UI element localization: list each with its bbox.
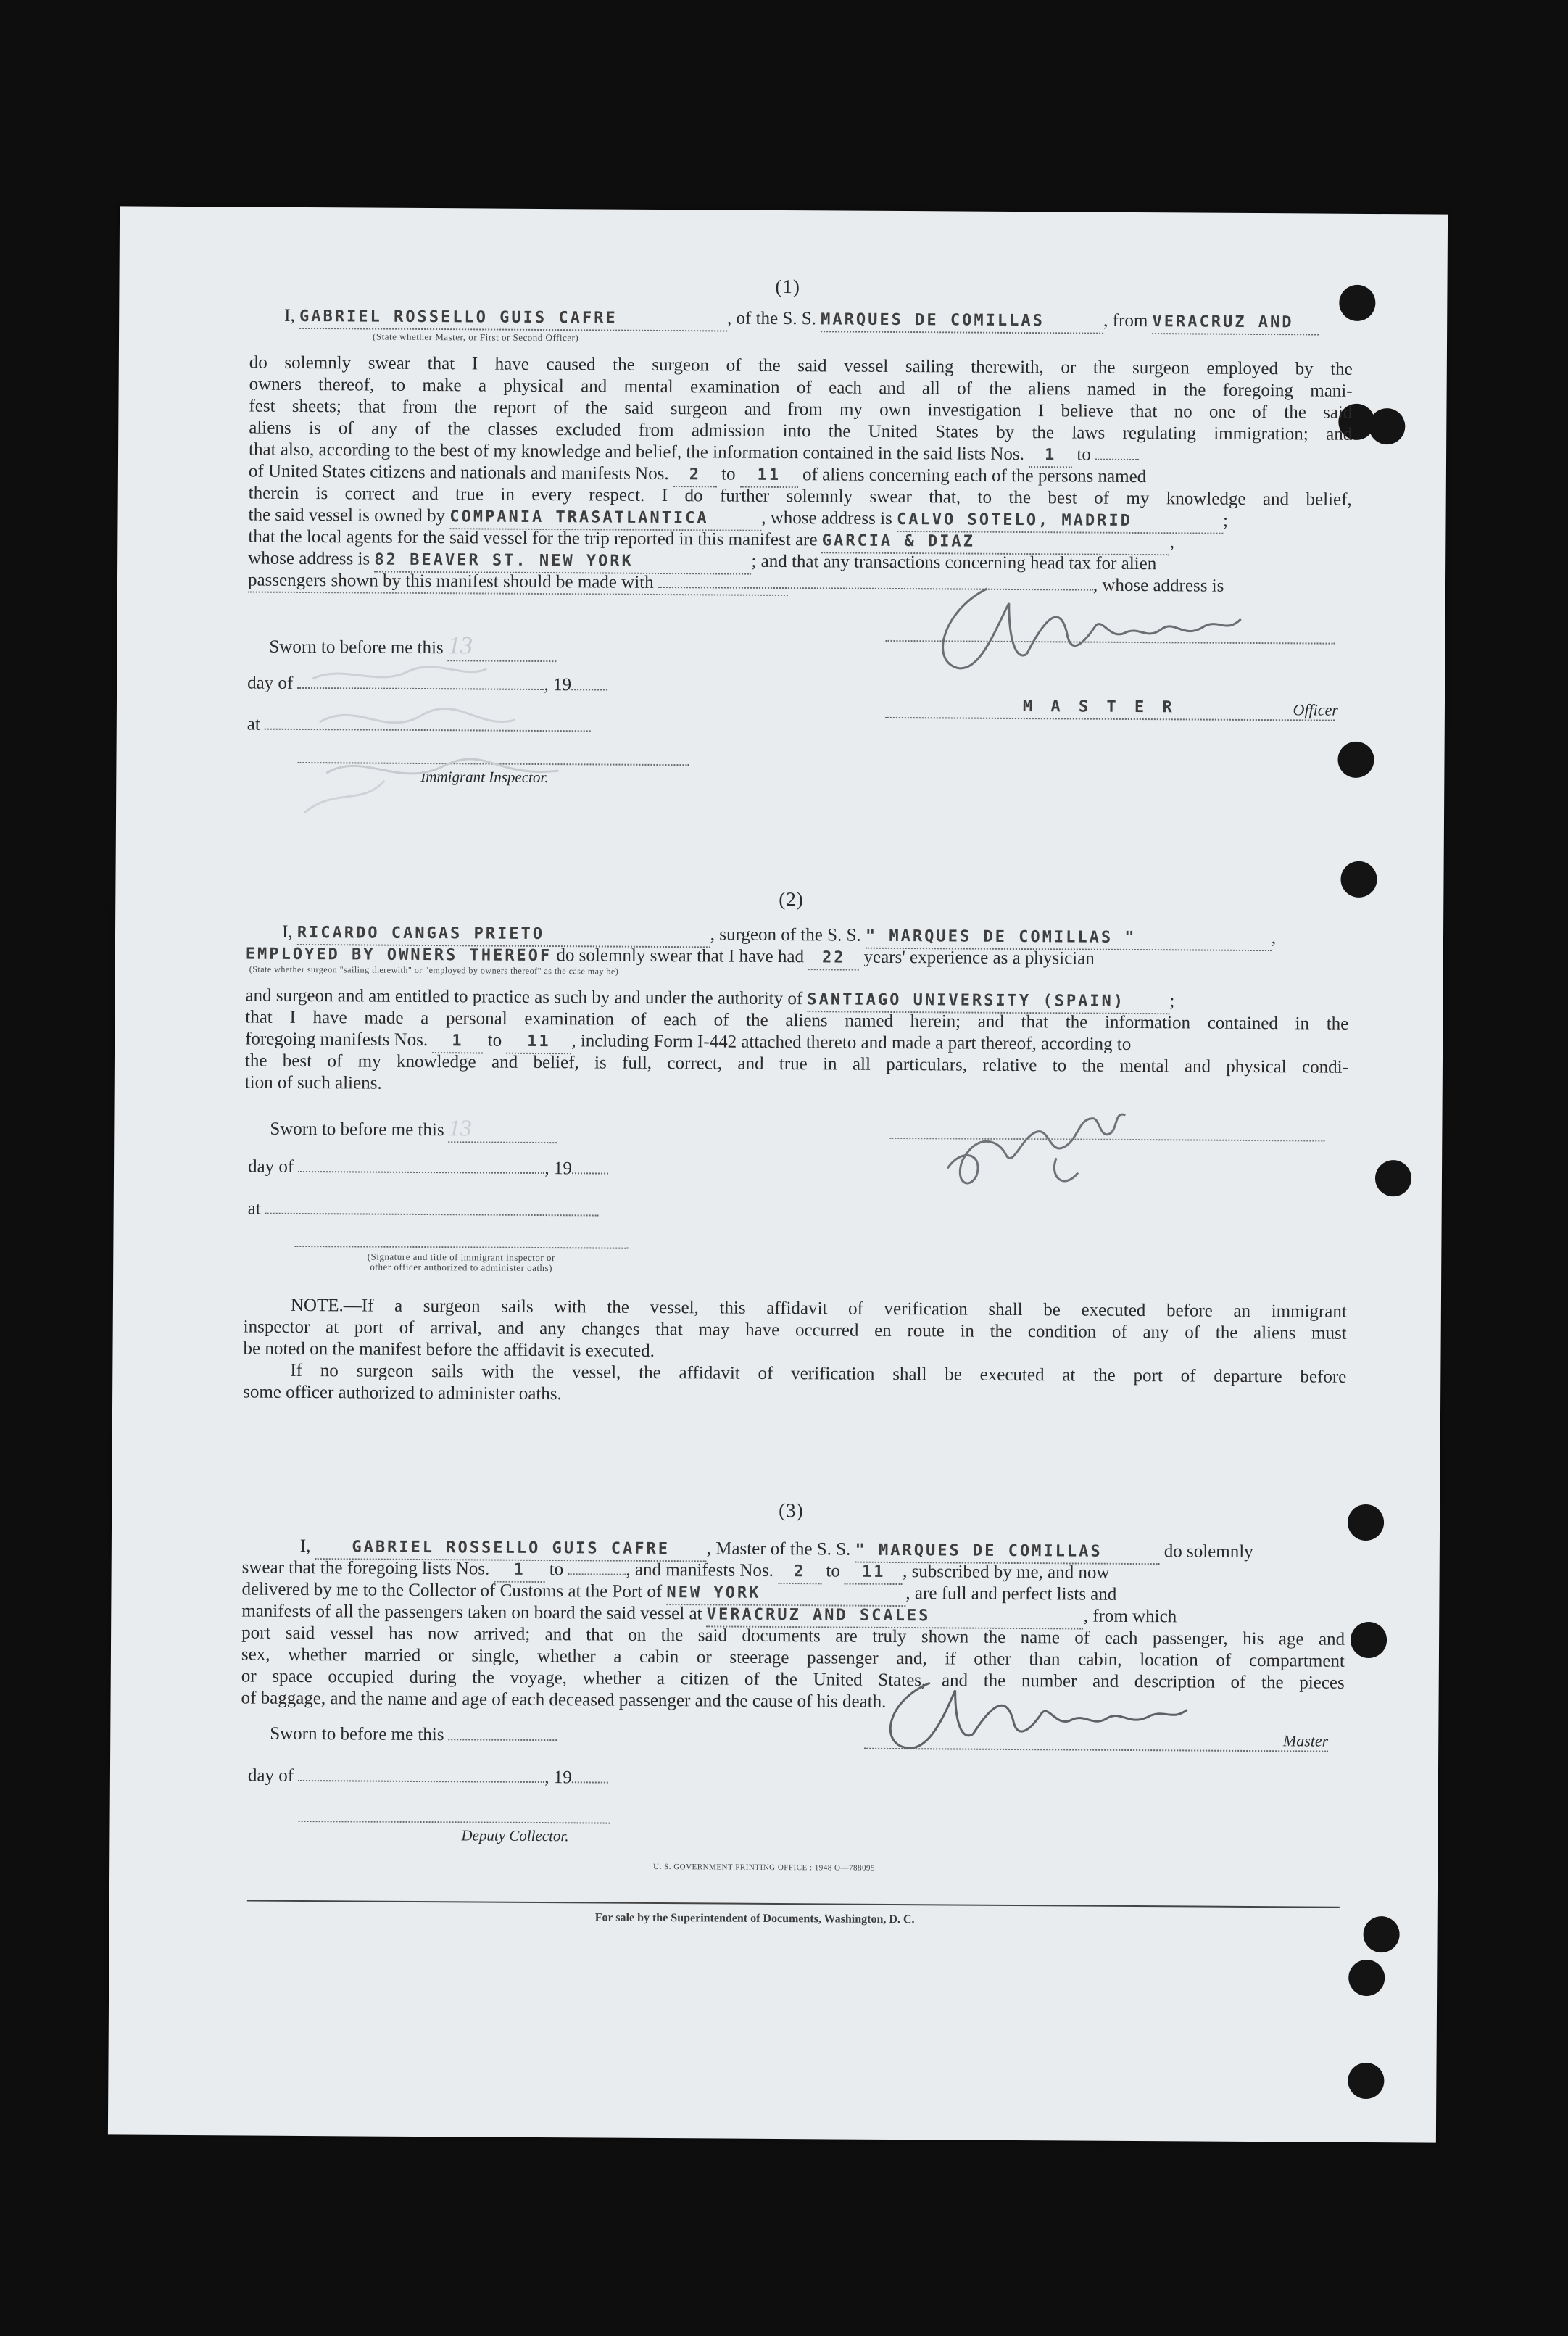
- note-line: If no surgeon sails with the vessel, the affidavit of verification shall be executed at the port of departure before: [290, 1360, 1347, 1387]
- section-3-master-line: I, GABRIEL ROSSELLO GUIS CAFRE , Master of the S. S. " MARQUES DE COMILLAS do solemnly: [300, 1536, 1345, 1566]
- owner-line: the said vessel is owned by COMPANIA TRASATLANTICA , whose address is CALVO SOTELO, MADRID ;: [248, 505, 1351, 535]
- section-3-from-line: manifests of all the passengers taken on board the said vessel at VERACRUZ AND SCALES , from which: [241, 1600, 1345, 1631]
- employment: EMPLOYED BY OWNERS THEREOF: [245, 945, 552, 966]
- section-3-manifests-to: 11: [845, 1562, 903, 1585]
- section-1-line: of United States citizens and nationals and manifests Nos.: [248, 461, 669, 484]
- punch-hole: [1369, 408, 1405, 444]
- authority: SANTIAGO UNIVERSITY (SPAIN): [807, 989, 1169, 1014]
- inspector-signature: [297, 650, 588, 818]
- section-3-number: (3): [779, 1499, 804, 1522]
- manifest-range-line: foregoing manifests Nos. 1 to 11 , including Form I-442 attached thereto and made a part thereof, according to: [245, 1029, 1132, 1054]
- years-experience: 22: [808, 947, 859, 970]
- section-1-line: aliens is of any of the classes excluded from admission into the United States by the laws regulating immigration; and: [249, 418, 1353, 444]
- day-line-1: day of , 19: [247, 674, 607, 696]
- agents: GARCIA & DIAZ: [822, 530, 1170, 555]
- employment-line: EMPLOYED BY OWNERS THEREOF do solemnly swear that I have had 22 years' experience as a physician: [246, 943, 1349, 974]
- owner-address: CALVO SOTELO, MADRID: [897, 509, 1223, 534]
- surgeon-signature: [940, 1088, 1180, 1198]
- sale-note: For sale by the Superintendent of Documents, Washington, D. C.: [594, 1911, 915, 1926]
- section-1-line: that also, according to the best of my knowledge and belief, the information contained in the said lists Nos.: [249, 439, 1025, 465]
- employment-caption: (State whether surgeon "sailing therewith" or "employed by owners thereof" as the case may be): [249, 964, 619, 977]
- punch-hole: [1375, 1160, 1411, 1196]
- section-2-line: the best of my knowledge and belief, is full, correct, and true in all particulars, relative to the mental and physical condi-: [244, 1051, 1348, 1077]
- section-3-line: of baggage, and the name and age of each deceased passenger and the cause of his death.: [241, 1688, 887, 1712]
- signature-caption: (Signature and title of immigrant inspector or other officer authorized to administer oaths): [367, 1251, 555, 1274]
- day-line-3: day of , 19: [248, 1766, 608, 1789]
- section-3-ship: " MARQUES DE COMILLAS: [855, 1540, 1159, 1565]
- head-tax-line: passengers shown by this manifest should be made with , whose address is: [247, 570, 1224, 596]
- sworn-line-2: Sworn to before me this 13: [270, 1114, 557, 1143]
- master-line-3: [864, 1728, 1328, 1752]
- section-1-intro: I, GABRIEL ROSSELLO GUIS CAFRE , of the S. S. MARQUES DE COMILLAS , from VERACRUZ AND: [284, 305, 1353, 336]
- surgeon-manifest-to: 11: [506, 1031, 571, 1055]
- authority-line: and surgeon and am entitled to practice as such by and under the authority of SANTIAGO UNIVERSITY (SPAIN) ;: [245, 985, 1348, 1016]
- note-line: be noted on the manifest before the affidavit is executed.: [243, 1338, 655, 1361]
- punch-hole: [1337, 742, 1374, 778]
- section-2-number: (2): [779, 888, 804, 911]
- sworn-line-3: Sworn to before me this: [270, 1724, 557, 1746]
- section-1-line: therein is correct and true in every respect. I do further solemnly swear that, to the best of my knowledge and belief,: [248, 483, 1352, 510]
- section-3-master-label: Master: [1282, 1731, 1329, 1750]
- punch-hole: [1348, 1504, 1384, 1541]
- section-1-number: (1): [775, 275, 801, 298]
- surgeon-manifest-from: 1: [432, 1030, 483, 1053]
- section-1-lists-line: that also, according to the best of my knowledge and belief, the information contained in the said lists Nos. 1 to: [249, 439, 1352, 470]
- surgeon-name: RICARDO CANGAS PRIETO: [297, 922, 710, 948]
- deputy-collector-label: Deputy Collector.: [461, 1826, 569, 1845]
- examination-line: that I have made a personal examination of each of the aliens named herein; and that the information contained in the: [245, 1007, 1349, 1034]
- master-title: M A S T E R: [1022, 697, 1177, 717]
- section-3-manifests-from: 2: [778, 1561, 821, 1584]
- section-3-line: or space occupied during the voyage, whether a citizen of the United States, and the number and description of the pieces: [241, 1666, 1345, 1693]
- note-line: NOTE.—If a surgeon sails with the vessel, this affidavit of verification shall be executed before an immigrant: [290, 1295, 1347, 1322]
- section-3-port: NEW YORK: [666, 1582, 905, 1607]
- sworn-line-1: Sworn to before me this 13: [269, 631, 557, 662]
- agents-line: that the local agents for the said vessel for the trip reported in this manifest are GARCIA & DIAZ ,: [248, 526, 1351, 557]
- punch-hole: [1348, 1960, 1385, 1996]
- agents-address: 82 BEAVER ST. NEW YORK: [374, 550, 751, 575]
- section-1-line: fest sheets; that from the report of the said surgeon and from my own investigation I believe that no one of the said: [249, 396, 1353, 423]
- master-name: GABRIEL ROSSELLO GUIS CAFRE: [299, 306, 727, 332]
- day-line-2: day of , 19: [248, 1157, 608, 1180]
- punch-hole: [1348, 2063, 1384, 2099]
- at-line-2: at: [248, 1199, 599, 1222]
- ship-name: MARQUES DE COMILLAS: [821, 309, 1103, 334]
- section-3-line: port said vessel has now arrived; and that on the said documents are truly shown the name of each passenger, his age and: [241, 1623, 1345, 1649]
- surgeon-line: I, RICARDO CANGAS PRIETO , surgeon of the S. S. " MARQUES DE COMILLAS " ,: [282, 921, 1349, 952]
- manifests-to: 11: [740, 465, 798, 488]
- sworn-day-1: 13: [448, 632, 557, 662]
- footer-rule: [247, 1900, 1340, 1908]
- note-line: some officer authorized to administer oaths.: [243, 1382, 562, 1404]
- section-1-manifests-line: of United States citizens and nationals and manifests Nos. 2 to 11 of aliens concerning each of the persons named: [249, 461, 1352, 492]
- section-3-port-line: delivered by me to the Collector of Customs at the Port of NEW YORK , are full and perfect lists and: [241, 1578, 1345, 1609]
- section-1-line: do solemnly swear that I have caused the surgeon of the said vessel sailing therewith, or the surgeon employed by the: [249, 352, 1353, 379]
- manifests-from: 2: [673, 464, 717, 487]
- master-title-line: [885, 697, 1339, 721]
- master-caption: (State whether Master, or First or Second Officer): [373, 331, 579, 344]
- section-1-line: owners thereof, to make a physical and mental examination of each and all of the aliens named in the foregoing mani-: [249, 374, 1353, 401]
- from-port: VERACRUZ AND: [1152, 311, 1319, 335]
- owner: COMPANIA TRASATLANTICA: [449, 506, 761, 531]
- at-line-1: at: [247, 715, 591, 737]
- officer-label: Officer: [1293, 700, 1339, 719]
- manifest-affidavit-sheet: [108, 206, 1448, 2142]
- punch-hole: [1340, 861, 1377, 898]
- printing-office-note: U. S. GOVERNMENT PRINTING OFFICE : 1948 O—788095: [653, 1862, 876, 1873]
- section-3-lists-line: swear that the foregoing lists Nos. 1 to , and manifests Nos. 2 to 11 , subscribed by me, and now: [242, 1557, 1345, 1587]
- punch-hole: [1351, 1622, 1387, 1658]
- section-3-port-from: VERACRUZ AND SCALES: [707, 1604, 1084, 1629]
- sworn-day-2: 13: [449, 1114, 557, 1143]
- master-signature: [900, 573, 1306, 684]
- note-line: inspector at port of arrival, and any changes that may have occurred en route in the condition of any of the aliens must: [243, 1317, 1347, 1343]
- punch-hole: [1363, 1916, 1399, 1952]
- section-3-line: sex, whether married or single, whether a cabin or steerage passenger and, if other than cabin, location of compartment: [241, 1644, 1345, 1671]
- immigrant-inspector-label: Immigrant Inspector.: [420, 767, 549, 787]
- section-3-lists-from: 1: [494, 1560, 544, 1583]
- lists-from: 1: [1029, 444, 1072, 468]
- agents-address-line: whose address is 82 BEAVER ST. NEW YORK ; and that any transactions concerning head tax for alien: [248, 548, 1157, 574]
- section-3-master-name: GABRIEL ROSSELLO GUIS CAFRE: [315, 1536, 707, 1562]
- section-2-line: tion of such aliens.: [244, 1072, 382, 1093]
- section-2-ship: " MARQUES DE COMILLAS ": [866, 926, 1272, 951]
